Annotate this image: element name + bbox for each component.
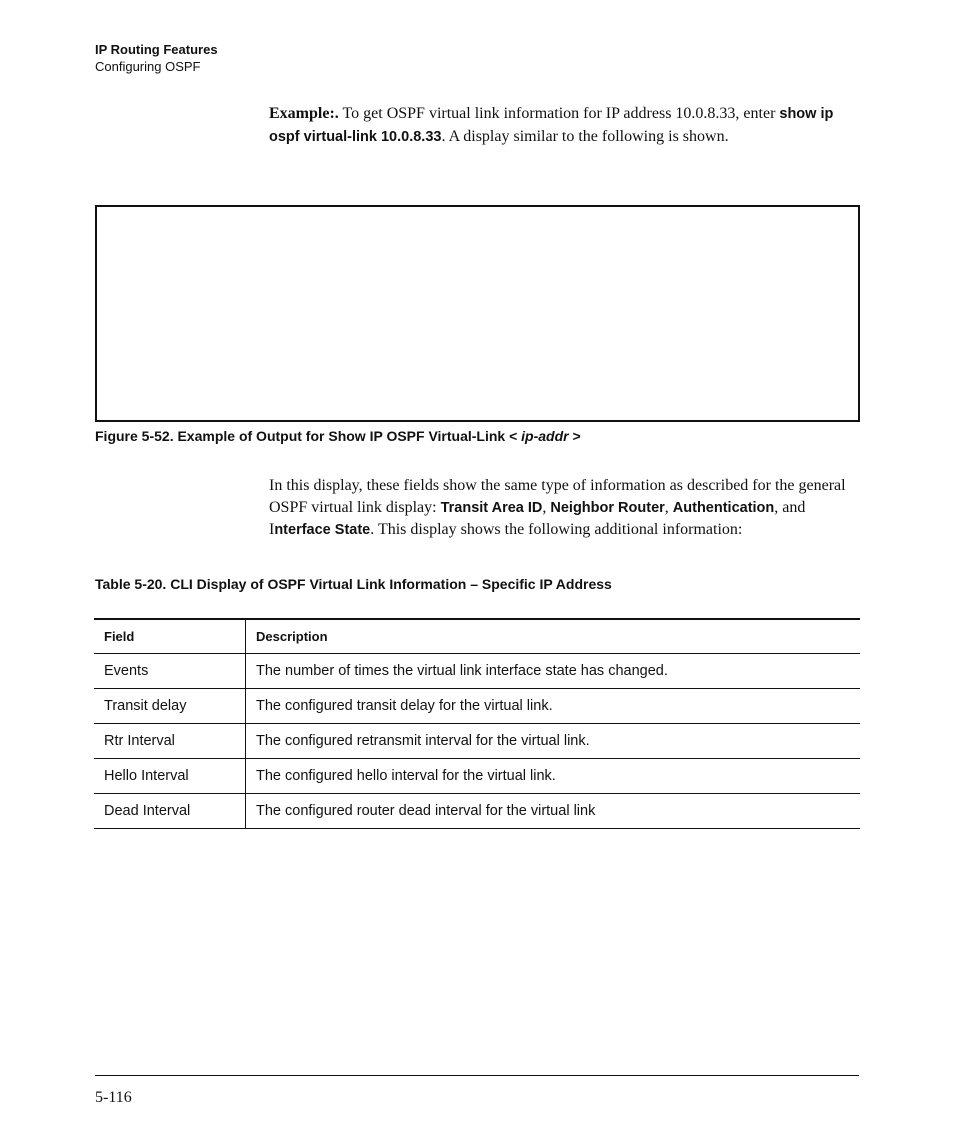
- example-text-1: To get OSPF virtual link information for IP address 10.0.8.33, enter: [338, 105, 780, 122]
- example-paragraph: [269, 103, 861, 148]
- display-text-1: In this display, these fields show the same type of information as described for the general OSPF virtual link display:: [269, 477, 846, 516]
- header-section: IP Routing Features: [95, 42, 218, 57]
- description-cell: The configured router dead interval for the virtual link: [246, 794, 861, 829]
- running-header: [95, 41, 218, 75]
- column-header-field: Field: [94, 619, 246, 654]
- table-caption: Table 5-20. CLI Display of OSPF Virtual Link Information – Specific IP Address: [95, 576, 612, 592]
- example-label: Example:.: [269, 105, 339, 122]
- table-row: [94, 724, 860, 759]
- figure-caption: [95, 428, 581, 444]
- display-text-5: . This display shows the following additional information:: [370, 521, 743, 538]
- table-row: [94, 689, 860, 724]
- example-command: show ip ospf virtual-link 10.0.8.33: [269, 106, 834, 145]
- display-paragraph: [269, 475, 861, 542]
- field-cell: Transit delay: [94, 689, 246, 724]
- display-bold-3: Authentication: [672, 499, 775, 516]
- figure-caption-suffix: >: [568, 428, 581, 444]
- display-text-2: ,: [542, 498, 551, 516]
- display-text-4: , and I: [269, 498, 806, 538]
- display-text-3: ,: [664, 498, 673, 516]
- display-bold-1: Transit Area ID: [440, 499, 543, 516]
- table-row: [94, 654, 860, 689]
- field-cell: Events: [94, 654, 246, 689]
- column-header-description: Description: [246, 619, 861, 654]
- header-subsection: Configuring OSPF: [95, 59, 201, 74]
- field-cell: Hello Interval: [94, 759, 246, 794]
- description-cell: The configured transit delay for the virtual link.: [246, 689, 861, 724]
- display-bold-2: Neighbor Router: [550, 499, 665, 516]
- table-row: [94, 794, 860, 829]
- field-description-table: [94, 618, 860, 829]
- table-header-row: [94, 619, 860, 654]
- description-cell: The configured retransmit interval for the virtual link.: [246, 724, 861, 759]
- display-bold-4: nterface State: [274, 522, 371, 538]
- field-cell: Rtr Interval: [94, 724, 246, 759]
- description-cell: The number of times the virtual link interface state has changed.: [246, 654, 861, 689]
- field-cell: Dead Interval: [94, 794, 246, 829]
- table-row: [94, 759, 860, 794]
- example-text-2: . A display similar to the following is shown.: [441, 127, 729, 145]
- description-cell: The configured hello interval for the virtual link.: [246, 759, 861, 794]
- figure-output-box: [95, 205, 860, 422]
- page-number: 5-116: [95, 1089, 132, 1106]
- footer-rule: [95, 1075, 859, 1076]
- figure-caption-param: ip-addr: [521, 428, 569, 444]
- figure-caption-prefix: Figure 5-52. Example of Output for Show IP OSPF Virtual-Link <: [95, 428, 522, 444]
